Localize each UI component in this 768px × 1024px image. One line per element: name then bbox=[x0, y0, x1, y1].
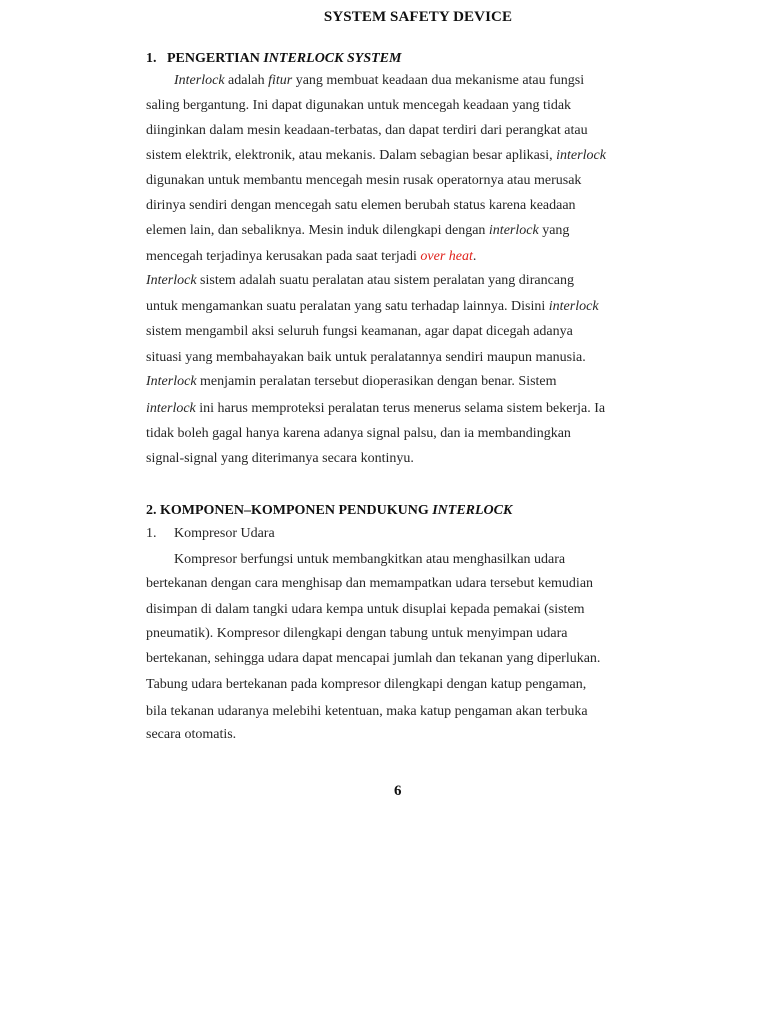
text-run: digunakan untuk membantu mencegah mesin rusak operatornya atau merusak bbox=[146, 173, 582, 188]
text-run: interlock bbox=[556, 148, 606, 163]
text-run: Interlock bbox=[174, 73, 225, 88]
section-2-number: 2. bbox=[146, 503, 157, 518]
text-run: sistem mengambil aksi seluruh fungsi keamanan, agar dapat dicegah adanya bbox=[146, 324, 573, 339]
text-run: ini harus memproteksi peralatan terus menerus selama sistem bekerja. Ia bbox=[195, 401, 606, 416]
text-run: tidak boleh gagal hanya karena adanya signal palsu, dan ia membandingkan bbox=[146, 426, 571, 441]
text-run: menjamin peralatan tersebut dioperasikan dengan benar. Sistem bbox=[196, 374, 557, 389]
paragraph-line bbox=[146, 426, 571, 442]
document-title: SYSTEM SAFETY DEVICE bbox=[323, 9, 513, 25]
paragraph-line bbox=[146, 626, 567, 642]
paragraph-line bbox=[146, 173, 581, 189]
text-run: interlock bbox=[488, 223, 539, 238]
subsection-heading bbox=[146, 526, 275, 542]
section-2-heading-italic: INTERLOCK bbox=[432, 503, 513, 518]
paragraph-line bbox=[146, 727, 236, 743]
text-run: . bbox=[472, 249, 477, 264]
text-run: Interlock bbox=[146, 273, 197, 288]
text-run: interlock bbox=[146, 401, 196, 416]
paragraph-line bbox=[146, 651, 600, 667]
section-1-heading-italic: INTERLOCK SYSTEM bbox=[263, 51, 402, 66]
paragraph-line bbox=[146, 451, 414, 467]
paragraph-line bbox=[146, 98, 571, 114]
text-run: adalah bbox=[224, 73, 269, 88]
paragraph-line bbox=[146, 299, 599, 315]
paragraph-line bbox=[146, 273, 574, 289]
paragraph-line bbox=[146, 704, 588, 720]
highlight-text: over heat bbox=[420, 249, 473, 264]
text-run: mencegah terjadinya kerusakan pada saat terjadi bbox=[146, 249, 421, 264]
text-run: Tabung udara bertekanan pada kompresor dilengkapi dengan katup pengaman, bbox=[146, 677, 587, 692]
text-run: yang membuat keadaan dua mekanisme atau fungsi bbox=[292, 73, 585, 88]
section-1-heading bbox=[146, 51, 401, 67]
text-run: bila tekanan udaranya melebihi ketentuan, maka katup pengaman akan terbuka bbox=[146, 704, 588, 719]
text-run: bertekanan dengan cara menghisap dan memampatkan udara tersebut kemudian bbox=[146, 576, 594, 591]
paragraph-line bbox=[146, 223, 569, 239]
paragraph-line bbox=[146, 123, 588, 139]
text-run: sistem elektrik, elektronik, atau mekanis. Dalam sebagian besar aplikasi, bbox=[146, 148, 557, 163]
text-run: Interlock bbox=[146, 374, 197, 389]
paragraph-line bbox=[146, 677, 586, 693]
text-run: secara otomatis. bbox=[146, 727, 237, 742]
subsection-label: Kompresor Udara bbox=[174, 526, 275, 541]
text-run: disimpan di dalam tangki udara kempa untuk disuplai kepada pemakai (sistem bbox=[146, 602, 585, 617]
section-2-heading-text: KOMPONEN–KOMPONEN PENDUKUNG bbox=[160, 503, 429, 518]
paragraph-line bbox=[146, 576, 593, 592]
paragraph-line bbox=[146, 148, 606, 164]
paragraph-line bbox=[146, 602, 585, 618]
text-run: signal-signal yang diterimanya secara kontinyu. bbox=[146, 451, 414, 466]
text-run: interlock bbox=[548, 299, 599, 314]
paragraph-line bbox=[146, 401, 605, 417]
text-run: bertekanan, sehingga udara dapat mencapai jumlah dan tekanan yang diperlukan. bbox=[146, 651, 601, 666]
paragraph-line bbox=[146, 249, 476, 265]
paragraph-line bbox=[174, 552, 565, 568]
paragraph-line bbox=[146, 350, 586, 366]
section-2-heading bbox=[146, 503, 512, 519]
paragraph-line bbox=[146, 198, 576, 214]
text-run: elemen lain, dan sebaliknya. Mesin induk dilengkapi dengan bbox=[146, 223, 489, 238]
text-run: saling bergantung. Ini dapat digunakan untuk mencegah keadaan yang tidak bbox=[146, 98, 572, 113]
section-1-number: 1. bbox=[146, 51, 157, 66]
paragraph-line bbox=[146, 324, 573, 340]
text-run: situasi yang membahayakan baik untuk peralatannya sendiri maupun manusia. bbox=[146, 350, 586, 365]
text-run: untuk mengamankan suatu peralatan yang satu terhadap lainnya. Disini bbox=[146, 299, 549, 314]
page-number: 6 bbox=[394, 783, 402, 799]
text-run: pneumatik). Kompresor dilengkapi dengan tabung untuk menyimpan udara bbox=[146, 626, 568, 641]
text-run: Kompresor berfungsi untuk membangkitkan atau menghasilkan udara bbox=[174, 552, 566, 567]
text-run: diinginkan dalam mesin keadaan-terbatas, dan dapat terdiri dari perangkat atau bbox=[146, 123, 588, 138]
paragraph-line bbox=[174, 73, 584, 89]
section-1-heading-text: PENGERTIAN bbox=[167, 51, 260, 66]
paragraph-line bbox=[146, 374, 557, 390]
text-run: sistem adalah suatu peralatan atau sistem peralatan yang dirancang bbox=[196, 273, 574, 288]
text-run: yang bbox=[538, 223, 570, 238]
text-run: dirinya sendiri dengan mencegah satu elemen berubah status karena keadaan bbox=[146, 198, 576, 213]
subsection-number: 1. bbox=[146, 526, 157, 541]
text-run: fitur bbox=[268, 73, 293, 88]
